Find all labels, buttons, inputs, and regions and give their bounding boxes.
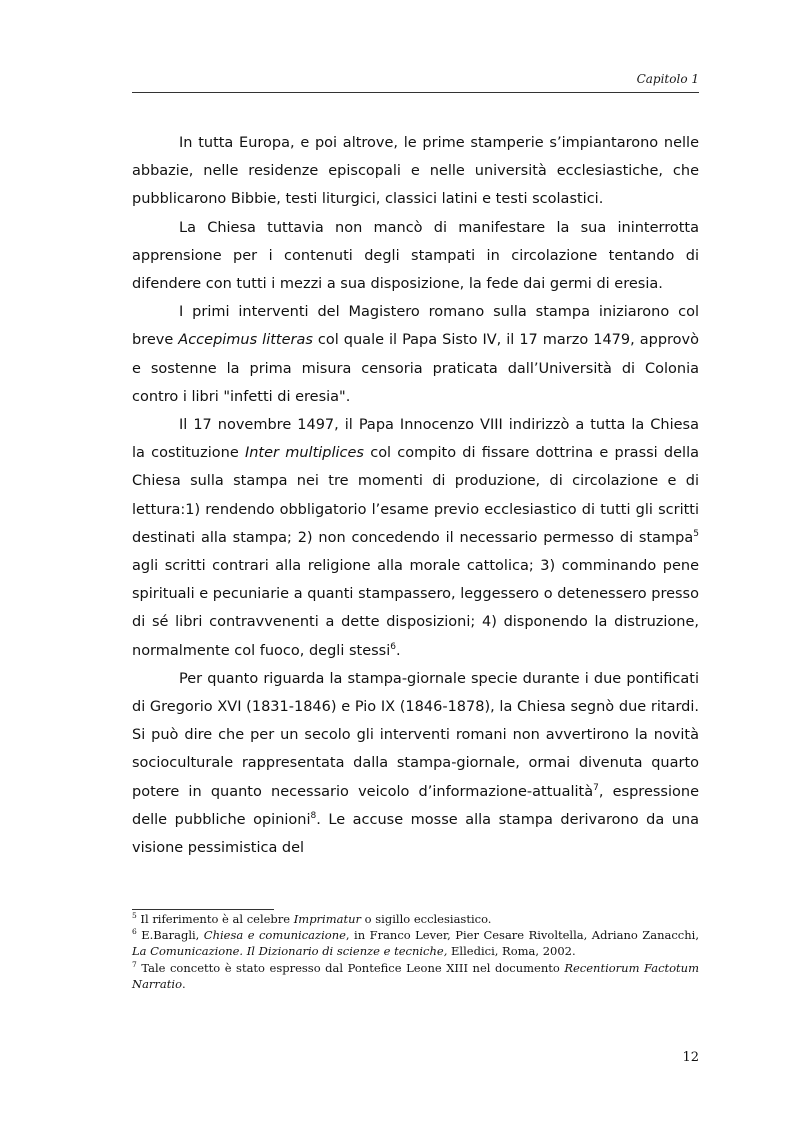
footnote-5-italic: Imprimatur bbox=[293, 912, 362, 926]
footnote-6-text-cont: , in Franco Lever, Pier Cesare Rivoltella, Adriano Zanacchi, bbox=[345, 928, 699, 943]
paragraph-4-text-cont: col compito di fissare dottrina e prassi della Chiesa sulla stampa nei tre momenti di produzione, di circolazione e di lettura:1) rendendo obbligatorio l’esame previo ecclesiastico di tutti gli scritti destinati alla stampa; 2) non concedendo il necessario permesso di stampa bbox=[132, 445, 699, 546]
footnote-7-number: 7 bbox=[132, 959, 137, 969]
footnote-6-text-end: Elledici, Roma, 2002. bbox=[447, 944, 576, 959]
footnote-5-text-end: o sigillo ecclesiastico. bbox=[361, 912, 492, 926]
footnote-ref-8[interactable]: 8 bbox=[310, 811, 317, 822]
footnote-5-text: Il riferimento è al celebre bbox=[136, 912, 294, 926]
paragraph-4-text-cont2: agli scritti contrari alla religione alla morale cattolica; 3) comminando pene spirituali e pecuniarie a quanti stampassero, leggessero o detenessero presso di sé libri contravvenenti a dette disposizioni; 4) disponendo la distruzione, normalmente col fuoco, degli stessi bbox=[132, 558, 699, 659]
paragraph-1: In tutta Europa, e poi altrove, le prime stamperie s’impiantarono nelle abbazie, nelle residenze episcopali e nelle università ecclesiastiche, che pubblicarono Bibbie, testi liturgici, classici latini e testi scolastici. bbox=[132, 135, 699, 208]
paragraph-5-text-end: . Le accuse mosse alla stampa derivarono da una visione pessimistica del bbox=[132, 811, 699, 857]
paragraph-3-text-cont: col quale il Papa Sisto IV, il 17 marzo 1479, approvò e sostenne la prima misura censoria praticata dall’Università di Colonia contro i libri "infetti di eresia". bbox=[132, 332, 699, 405]
footnote-7-text: Tale concetto è stato espresso dal Pontefice Leone XIII nel documento bbox=[136, 960, 565, 975]
running-header: Capitolo 1 bbox=[636, 72, 699, 86]
footnote-5 bbox=[132, 911, 699, 927]
footnotes bbox=[132, 911, 699, 992]
paragraph-5-text-cont: , espressione delle pubbliche opinioni bbox=[132, 783, 699, 828]
footnote-5-number: 5 bbox=[132, 911, 137, 921]
footnote-ref-5[interactable]: 5 bbox=[693, 529, 699, 540]
footnote-ref-6[interactable]: 6 bbox=[390, 641, 396, 652]
footnote-6-italic-2: La Comunicazione. Il Dizionario di scienze e tecniche, bbox=[132, 944, 448, 959]
footnote-ref-7[interactable]: 7 bbox=[593, 782, 599, 793]
body-text bbox=[132, 129, 699, 862]
accepimus-litteras-title: Accepimus litteras bbox=[178, 332, 313, 349]
footnote-6-text: E.Baragli, bbox=[136, 928, 204, 943]
paragraph-4-text: Il 17 novembre 1497, il Papa Innocenzo VIII indirizzò a tutta la Chiesa la costituzione bbox=[132, 417, 699, 462]
footnote-7-text-end: . bbox=[182, 976, 186, 991]
footnote-7-italic: Recentiorum Factotum Narratio bbox=[132, 960, 699, 991]
footnote-7 bbox=[132, 960, 699, 992]
footnote-6-italic-1: Chiesa e comunicazione bbox=[203, 928, 346, 943]
paragraph-4 bbox=[132, 411, 699, 665]
inter-multiplices-title: Inter multiplices bbox=[244, 445, 364, 462]
paragraph-4-text-end: . bbox=[396, 642, 401, 659]
paragraph-5-text: Per quanto riguarda la stampa-giornale specie durante i due pontificati di Gregorio XVI (1831-1846) e Pio IX (1846-1878), la Chiesa segnò due ritardi. Si può dire che per un secolo gli interventi romani non avvertirono la novità socioculturale rappresentata dalla stampa-giornale, ormai divenuta quarto potere in quanto necessario veicolo d’informazione-attualità bbox=[132, 670, 699, 800]
footnote-rule bbox=[132, 909, 274, 910]
page-number: 12 bbox=[682, 1050, 699, 1065]
paragraph-3 bbox=[132, 298, 699, 411]
footnote-6 bbox=[132, 927, 699, 959]
paragraph-3-text: I primi interventi del Magistero romano sulla stampa iniziarono col breve bbox=[132, 304, 699, 349]
paragraph-2: La Chiesa tuttavia non mancò di manifestare la sua ininterrotta apprensione per i contenuti degli stampati in circolazione tentando di difendere con tutti i mezzi a sua disposizione, la fede dai germi di eresia. bbox=[132, 219, 699, 293]
footnote-6-number: 6 bbox=[132, 927, 137, 937]
paragraph-5 bbox=[132, 665, 699, 862]
header-rule bbox=[132, 92, 699, 93]
